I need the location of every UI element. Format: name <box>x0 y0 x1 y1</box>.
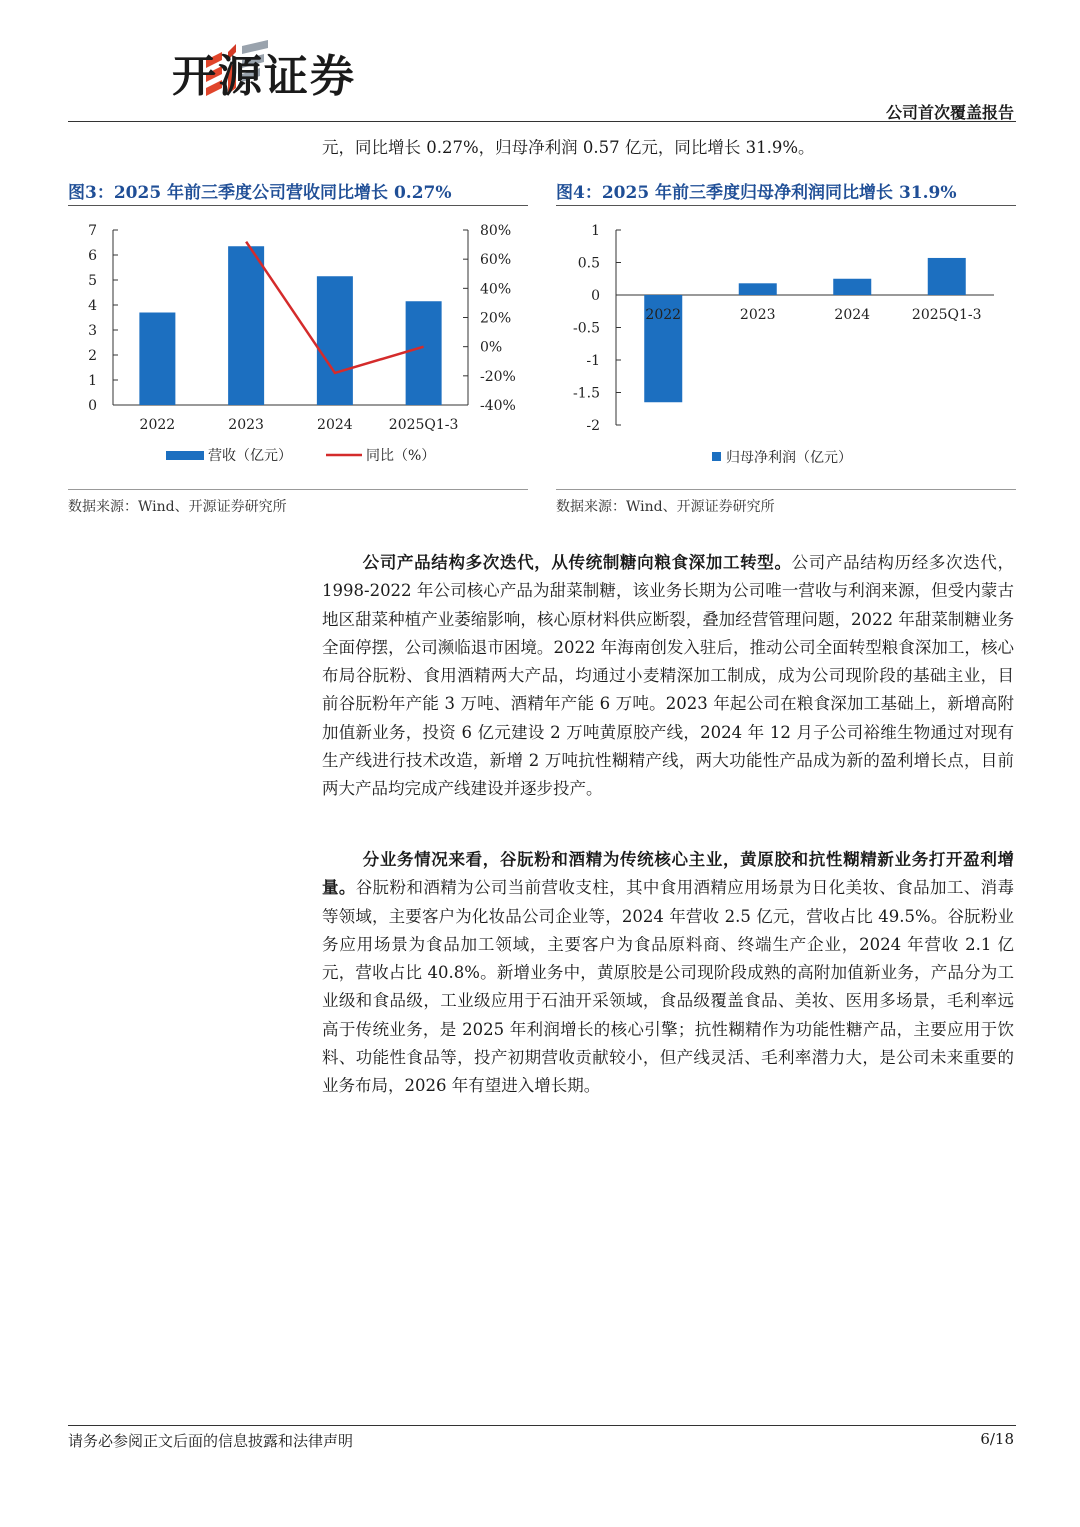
right-tick-label: 20% <box>480 310 512 327</box>
x-tick-label: 2025Q1-3 <box>911 307 982 323</box>
left-tick-label: 0 <box>88 398 97 414</box>
fig4-source: 数据来源：Wind、开源证券研究所 <box>556 499 775 515</box>
footer-disclaimer: 请务必参阅正文后面的信息披露和法律声明 <box>68 1432 354 1450</box>
left-tick-label: 1 <box>88 373 97 389</box>
net-profit-bar <box>928 258 966 295</box>
x-tick-label: 2025Q1-3 <box>388 417 459 433</box>
fig3-source-rule <box>68 489 528 490</box>
x-tick-label: 2024 <box>834 307 871 323</box>
right-tick-label: 80% <box>480 223 512 239</box>
fig4-title: 图4：2025 年前三季度归母净利润同比增长 31.9% <box>556 183 957 203</box>
paragraph-business-segments <box>322 846 1014 1101</box>
paragraph-product-structure <box>322 549 1014 804</box>
fig4-rule <box>556 205 1016 206</box>
paragraph-2-lead: 分业务情况来看，谷朊粉和酒精为传统核心主业，黄原胶和抗性糊精新业务打开盈利增量。 <box>322 850 1014 898</box>
right-tick-label: -40% <box>480 398 516 414</box>
y-tick-label: -2 <box>586 418 600 434</box>
net-profit-chart <box>556 210 1016 480</box>
left-tick-label: 4 <box>88 298 97 314</box>
revenue-bar <box>406 301 442 405</box>
right-tick-label: 40% <box>480 281 512 298</box>
legend-bar-label: 营收（亿元） <box>208 448 292 464</box>
x-tick-label: 2024 <box>317 417 353 433</box>
legend-bar-label: 归母净利润（亿元） <box>726 450 852 466</box>
y-tick-label: -0.5 <box>573 320 600 337</box>
paragraph-1-lead: 公司产品结构多次迭代，从传统制糖向粮食深加工转型。 <box>362 553 792 572</box>
fig3-source: 数据来源：Wind、开源证券研究所 <box>68 499 287 515</box>
left-tick-label: 7 <box>88 223 97 239</box>
revenue-bar <box>317 276 353 405</box>
right-tick-label: 0% <box>480 339 503 356</box>
net-profit-bar <box>739 283 777 295</box>
y-tick-label: 0.5 <box>577 255 600 272</box>
paragraph-2-text: 谷朊粉和酒精为公司当前营收支柱，其中食用酒精应用场景为日化美妆、食品加工、消毒等领域，主要客户为化妆品公司企业等，2024 年营收 2.5 亿元，营收占比 49.5%。谷朊粉业务应用场景为食品加工领域，主要客户为食品原料商、终端生产企业，2024 年营收 2.1 亿元，营收占比 40.8%。新增业务中，黄原胶是公司现阶段成熟的高附加值新业务，产品分为工业级和食品级，工业级应用于石油开采领域，食品级覆盖食品、美妆、医用多场景，毛利率远高于传统业务，是 2025 年利润增长的核心引擎；抗性糊精作为功能性糖产品，主要应用于饮料、功能性食品等，投产初期营收贡献较小，但产线灵活、毛利率潜力大，是公司未来重要的业务布局，2026 年有望进入增长期。 <box>322 878 1015 1096</box>
revenue-bar <box>228 246 264 405</box>
left-tick-label: 6 <box>88 248 97 264</box>
fig4-source-rule <box>556 489 1016 490</box>
y-tick-label: 0 <box>591 288 600 304</box>
x-tick-label: 2022 <box>645 307 682 323</box>
page-number: 6/18 <box>980 1430 1014 1448</box>
legend-bar-swatch <box>166 451 204 460</box>
y-tick-label: -1 <box>586 353 600 369</box>
header-rule <box>68 121 1016 122</box>
revenue-bar <box>139 313 175 406</box>
right-tick-label: -20% <box>480 368 516 385</box>
left-tick-label: 3 <box>88 323 97 339</box>
x-tick-label: 2022 <box>139 417 176 433</box>
intro-line: 元，同比增长 0.27%，归母净利润 0.57 亿元，同比增长 31.9%。 <box>322 138 815 157</box>
fig3-title: 图3：2025 年前三季度公司营收同比增长 0.27% <box>68 183 452 203</box>
y-tick-label: 1 <box>591 223 600 239</box>
legend-bar-swatch <box>712 452 721 461</box>
fig3-rule <box>68 205 528 206</box>
report-type: 公司首次覆盖报告 <box>885 103 1014 122</box>
right-tick-label: 60% <box>480 252 512 269</box>
net-profit-bar <box>833 279 871 295</box>
footer-rule <box>68 1425 1016 1426</box>
y-tick-label: -1.5 <box>573 385 600 402</box>
brand-name: 开源证券 <box>172 51 356 102</box>
x-tick-label: 2023 <box>228 417 264 433</box>
left-tick-label: 5 <box>88 273 97 289</box>
revenue-chart <box>68 210 538 480</box>
legend-line-label: 同比（%） <box>366 448 436 464</box>
paragraph-1-text: 公司产品结构历经多次迭代，1998-2022 年公司核心产品为甜菜制糖，该业务长期为公司唯一营收与利润来源，但受内蒙古地区甜菜种植产业萎缩影响，核心原材料供应断裂，叠加经营管理问题，2022 年甜菜制糖业务全面停摆，公司濒临退市困境。2022 年海南创发入驻后，推动公司全面转型粮食深加工，核心布局谷朊粉、食用酒精两大产品，均通过小麦精深加工制成，成为公司现阶段的基础主业，目前谷朊粉年产能 3 万吨、酒精年产能 6 万吨。2023 年起公司在粮食深加工基础上，新增高附加值新业务，投资 6 亿元建设 2 万吨黄原胶产线，2024 年 12 月子公司裕维生物通过对现有生产线进行技术改造，新增 2 万吨抗性糊精产线，两大功能性产品成为新的盈利增长点，目前两大产品均完成产线建设并逐步投产。 <box>322 553 1015 799</box>
left-tick-label: 2 <box>88 348 97 364</box>
x-tick-label: 2023 <box>739 307 776 323</box>
